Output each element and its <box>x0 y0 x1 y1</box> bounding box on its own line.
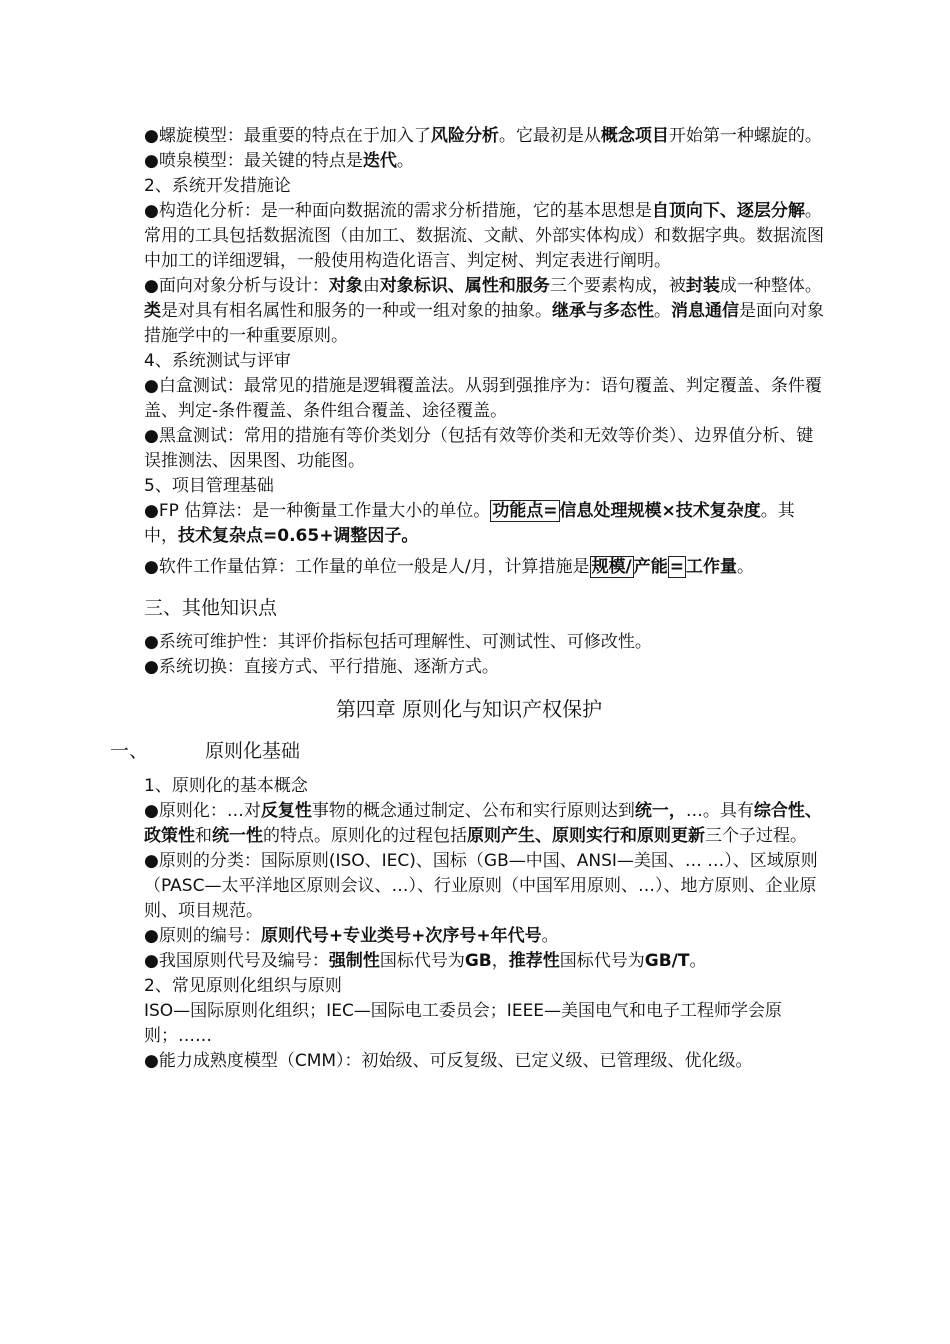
standard-numbering-item: ●原则的编号：原则代号+专业类号+次序号+年代号。 <box>144 926 559 946</box>
boxed-term: = <box>669 557 685 577</box>
standardization-item: ●原则化：…对反复性事物的概念通过制定、公布和实行原则达到统一，…。具有综合性、政策性和统一性的特点。原则化的过程包括原则产生、原则实行和原则更新三个子过程。 <box>144 801 822 846</box>
section-heading: 1、原则化的基本概念 <box>144 776 308 796</box>
section-heading: 2、系统开发措施论 <box>144 176 291 196</box>
section-number: 一、 <box>110 740 149 762</box>
effort-estimate-item: ●软件工作量估算：工作量的单位一般是人/月，计算措施是 规模/ 产能 = 工作量。 <box>144 557 755 577</box>
section-heading: 5、项目管理基础 <box>144 476 274 496</box>
boxed-term: 功能点= <box>492 501 558 521</box>
blackbox-test-item: ●黑盒测试：常用的措施有等价类划分（包括有效等价类和无效等价类）、边界值分析、键误推测法、因果图、功能图。 <box>144 426 814 471</box>
section-title-text: 原则化基础 <box>205 740 301 762</box>
system-switch-item: ●系统切换：直接方式、平行措施、逐渐方式。 <box>144 657 499 677</box>
section-title <box>110 736 824 766</box>
maintainability-item: ●系统可维护性：其评价指标包括可理解性、可测试性、可修改性。 <box>144 632 652 652</box>
subsection-heading: 三、其他知识点 <box>144 597 278 619</box>
whitebox-test-item: ●白盒测试：最常见的措施是逻辑覆盖法。从弱到强推序为：语句覆盖、判定覆盖、条件覆盖、判定-条件覆盖、条件组合覆盖、途径覆盖。 <box>144 376 822 421</box>
fountain-model-item: ●喷泉模型：最关键的特点是迭代。 <box>144 151 414 171</box>
spiral-model-item: ●螺旋模型：最重要的特点在于加入了风险分析。它最初是从概念项目开始第一种螺旋的。 <box>144 126 822 146</box>
cmm-item: ●能力成熟度模型（CMM）：初始级、可反复级、已定义级、已管理级、优化级。 <box>144 1051 753 1071</box>
organizations-item: ISO—国际原则化组织；IEC—国际电工委员会；IEEE—美国电气和电子工程师学会原则；…… <box>144 1001 783 1046</box>
fp-estimate-item: ●FP 估算法：是一种衡量工作量大小的单位。 功能点= 信息处理规模×技术复杂度。其中，技术复杂点=0.65+调整因子。 <box>144 501 795 546</box>
china-standard-code-item: ●我国原则代号及编号：强制性国标代号为GB，推荐性国标代号为GB/T。 <box>144 951 707 971</box>
document-body <box>110 124 824 1074</box>
standard-classification-item: ●原则的分类：国际原则(ISO、IEC)、国标（GB—中国、ANSI—美国、… …）、区域原则（PASC—太平洋地区原则会议、…）、行业原则（中国军用原则、…）、地方原则、企业原则、项目规范。 <box>144 851 818 921</box>
chapter-title: 第四章 原则化与知识产权保护 <box>335 697 603 721</box>
oo-analysis-item: ●面向对象分析与设计：对象由对象标识、属性和服务三个要素构成，被封装成一种整体。类是对具有相名属性和服务的一种或一组对象的抽象。继承与多态性。消息通信是面向对象措施学中的一种重要原则。 <box>144 276 824 346</box>
section-heading: 2、常见原则化组织与原则 <box>144 976 342 996</box>
section-heading: 4、系统测试与评审 <box>144 351 291 371</box>
boxed-term: 规模/ <box>591 557 632 577</box>
structured-analysis-item: ●构造化分析：是一种面向数据流的需求分析措施，它的基本思想是自顶向下、逐层分解。常用的工具包括数据流图（由加工、数据流、文献、外部实体构成）和数据字典。数据流图中加工的详细逻辑，一般使用构造化语言、判定树、判定表进行阐明。 <box>144 201 824 271</box>
